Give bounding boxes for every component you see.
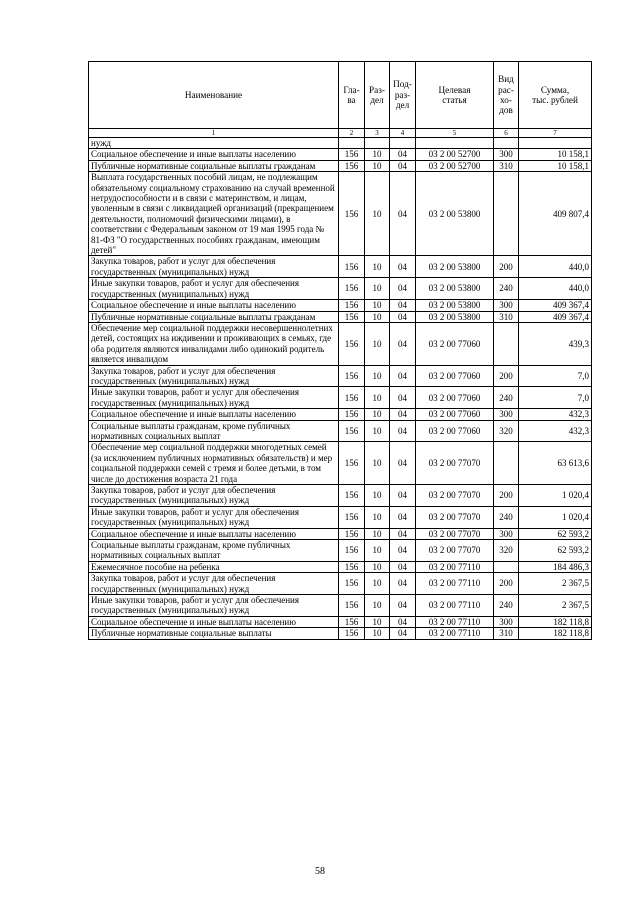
cell-glava: 156 bbox=[339, 442, 365, 485]
cell-vid bbox=[494, 322, 519, 365]
cell-name: Социальное обеспечение и иные выплаты населению bbox=[89, 149, 339, 160]
table-row bbox=[89, 420, 592, 442]
cell-summa: 7,0 bbox=[519, 387, 592, 409]
cell-razdel: 10 bbox=[365, 420, 390, 442]
cell-glava: 156 bbox=[339, 278, 365, 300]
cell-vid: 240 bbox=[494, 506, 519, 528]
cell-name: Иные закупки товаров, работ и услуг для обеспечения государственных (муниципальных) нужд bbox=[89, 595, 339, 617]
cell-podrazdel: 04 bbox=[390, 322, 416, 365]
cell-name: Социальное обеспечение и иные выплаты населению bbox=[89, 616, 339, 627]
cell-glava: 156 bbox=[339, 561, 365, 572]
cell-summa: 409 807,4 bbox=[519, 172, 592, 256]
cell-glava: 156 bbox=[339, 172, 365, 256]
column-number: 6 bbox=[494, 129, 519, 138]
cell-razdel: 10 bbox=[365, 311, 390, 322]
cell-razdel: 10 bbox=[365, 387, 390, 409]
cell-statya: 03 2 00 52700 bbox=[416, 160, 494, 171]
cell-vid: 320 bbox=[494, 420, 519, 442]
header-razdel: Раз- дел bbox=[365, 62, 390, 129]
cell-podrazdel: 04 bbox=[390, 172, 416, 256]
cell-summa: 409 367,4 bbox=[519, 300, 592, 311]
cell-statya: 03 2 00 77110 bbox=[416, 628, 494, 639]
table-row bbox=[89, 540, 592, 562]
cell-podrazdel: 04 bbox=[390, 628, 416, 639]
cell-summa: 182 118,8 bbox=[519, 616, 592, 627]
table-row bbox=[89, 322, 592, 365]
cell-razdel: 10 bbox=[365, 540, 390, 562]
cell-podrazdel: 04 bbox=[390, 506, 416, 528]
cell-razdel: 10 bbox=[365, 573, 390, 595]
table-row bbox=[89, 561, 592, 572]
cell-glava: 156 bbox=[339, 300, 365, 311]
header-name: Наименование bbox=[89, 62, 339, 129]
cell-statya: 03 2 00 77110 bbox=[416, 561, 494, 572]
cell-statya: 03 2 00 77070 bbox=[416, 506, 494, 528]
cell-razdel: 10 bbox=[365, 561, 390, 572]
cell-razdel: 10 bbox=[365, 256, 390, 278]
cell-glava: 156 bbox=[339, 628, 365, 639]
table-header-row bbox=[89, 62, 592, 129]
cell-name: Обеспечение мер социальной поддержки несовершеннолетних детей, состоящих на иждивении и проживающих в семьях, где оба родителя являются инвалидами либо одинокий родитель является инвалидом bbox=[89, 322, 339, 365]
cell-podrazdel: 04 bbox=[390, 616, 416, 627]
cell-vid bbox=[494, 561, 519, 572]
cell-razdel: 10 bbox=[365, 595, 390, 617]
cell-statya: 03 2 00 77070 bbox=[416, 485, 494, 507]
cell-vid: 200 bbox=[494, 256, 519, 278]
cell-glava: 156 bbox=[339, 616, 365, 627]
cell-name: Социальные выплаты гражданам, кроме публичных нормативных социальных выплат bbox=[89, 420, 339, 442]
column-number: 7 bbox=[519, 129, 592, 138]
cell-glava: 156 bbox=[339, 387, 365, 409]
cell-podrazdel: 04 bbox=[390, 420, 416, 442]
cell-glava: 156 bbox=[339, 160, 365, 171]
cell-razdel: 10 bbox=[365, 616, 390, 627]
table-row bbox=[89, 278, 592, 300]
cell-summa: 1 020,4 bbox=[519, 485, 592, 507]
cell-vid: 300 bbox=[494, 616, 519, 627]
cell-vid: 200 bbox=[494, 485, 519, 507]
cell-razdel: 10 bbox=[365, 365, 390, 387]
table-row bbox=[89, 149, 592, 160]
cell-statya: 03 2 00 53800 bbox=[416, 300, 494, 311]
cell-summa: 432,3 bbox=[519, 420, 592, 442]
cell-summa: 1 020,4 bbox=[519, 506, 592, 528]
cell-statya: 03 2 00 77070 bbox=[416, 540, 494, 562]
cell-podrazdel: 04 bbox=[390, 311, 416, 322]
table-row bbox=[89, 311, 592, 322]
cell-razdel: 10 bbox=[365, 322, 390, 365]
cell-summa: 2 367,5 bbox=[519, 595, 592, 617]
cell-statya: 03 2 00 77060 bbox=[416, 420, 494, 442]
cell-summa: 440,0 bbox=[519, 278, 592, 300]
cell-razdel: 10 bbox=[365, 300, 390, 311]
column-numbers-row bbox=[89, 129, 592, 138]
header-summa: Сумма, тыс. рублей bbox=[519, 62, 592, 129]
cell-podrazdel bbox=[390, 138, 416, 149]
cell-glava: 156 bbox=[339, 256, 365, 278]
cell-podrazdel: 04 bbox=[390, 160, 416, 171]
cell-vid: 320 bbox=[494, 540, 519, 562]
cell-vid: 200 bbox=[494, 365, 519, 387]
cell-summa: 10 158,1 bbox=[519, 160, 592, 171]
cell-vid: 240 bbox=[494, 595, 519, 617]
header-vid: Вид рас- хо- дов bbox=[494, 62, 519, 129]
cell-summa: 62 593,2 bbox=[519, 540, 592, 562]
cell-vid: 200 bbox=[494, 573, 519, 595]
table-row bbox=[89, 409, 592, 420]
cell-name: Иные закупки товаров, работ и услуг для обеспечения государственных (муниципальных) нужд bbox=[89, 387, 339, 409]
cell-razdel: 10 bbox=[365, 409, 390, 420]
cell-podrazdel: 04 bbox=[390, 256, 416, 278]
column-number: 3 bbox=[365, 129, 390, 138]
cell-vid bbox=[494, 138, 519, 149]
cell-name: Выплата государственных пособий лицам, не подлежащим обязательному социальному страхованию на случай временной нетрудоспособности и в связи с материнством, и лицам, уволенным в связи с ликвидацией организаций (прекращением деятельности, полномочий физическими лицами), в соответствии с Федеральным законом от 19 мая 1995 года № 81-ФЗ "О государственных пособиях гражданам, имеющим детей" bbox=[89, 172, 339, 256]
cell-vid: 300 bbox=[494, 409, 519, 420]
cell-razdel: 10 bbox=[365, 278, 390, 300]
cell-name: Социальное обеспечение и иные выплаты населению bbox=[89, 409, 339, 420]
cell-razdel bbox=[365, 138, 390, 149]
cell-statya: 03 2 00 52700 bbox=[416, 149, 494, 160]
cell-glava: 156 bbox=[339, 528, 365, 539]
cell-name: Социальное обеспечение и иные выплаты населению bbox=[89, 300, 339, 311]
cell-razdel: 10 bbox=[365, 506, 390, 528]
cell-summa bbox=[519, 138, 592, 149]
cell-glava: 156 bbox=[339, 573, 365, 595]
cell-glava: 156 bbox=[339, 485, 365, 507]
cell-statya: 03 2 00 77060 bbox=[416, 409, 494, 420]
cell-summa: 184 486,3 bbox=[519, 561, 592, 572]
header-glava: Гла- ва bbox=[339, 62, 365, 129]
cell-statya bbox=[416, 138, 494, 149]
table-row bbox=[89, 595, 592, 617]
cell-statya: 03 2 00 77060 bbox=[416, 387, 494, 409]
table-body bbox=[89, 138, 592, 640]
table-row bbox=[89, 365, 592, 387]
cell-razdel: 10 bbox=[365, 160, 390, 171]
table-row bbox=[89, 506, 592, 528]
cell-podrazdel: 04 bbox=[390, 573, 416, 595]
cell-name: Публичные нормативные социальные выплаты гражданам bbox=[89, 160, 339, 171]
cell-summa: 10 158,1 bbox=[519, 149, 592, 160]
table-row bbox=[89, 616, 592, 627]
cell-summa: 2 367,5 bbox=[519, 573, 592, 595]
header-statya: Целевая статья bbox=[416, 62, 494, 129]
cell-podrazdel: 04 bbox=[390, 595, 416, 617]
cell-statya: 03 2 00 53800 bbox=[416, 278, 494, 300]
cell-statya: 03 2 00 77060 bbox=[416, 322, 494, 365]
cell-glava: 156 bbox=[339, 311, 365, 322]
cell-name: Обеспечение мер социальной поддержки многодетных семей (за исключением публичных нормативных обязательств) и мер социальной поддержки семей с тремя и более детьми, в том числе до достижения возраста 21 года bbox=[89, 442, 339, 485]
cell-statya: 03 2 00 77110 bbox=[416, 595, 494, 617]
cell-vid: 300 bbox=[494, 300, 519, 311]
cell-name: Иные закупки товаров, работ и услуг для обеспечения государственных (муниципальных) нужд bbox=[89, 506, 339, 528]
cell-razdel: 10 bbox=[365, 628, 390, 639]
cell-name: нужд bbox=[89, 138, 339, 149]
cell-summa: 409 367,4 bbox=[519, 311, 592, 322]
cell-statya: 03 2 00 77070 bbox=[416, 528, 494, 539]
cell-vid: 240 bbox=[494, 387, 519, 409]
cell-statya: 03 2 00 77070 bbox=[416, 442, 494, 485]
cell-vid: 310 bbox=[494, 628, 519, 639]
table-row bbox=[89, 256, 592, 278]
budget-table bbox=[88, 61, 592, 640]
cell-summa: 7,0 bbox=[519, 365, 592, 387]
cell-statya: 03 2 00 77110 bbox=[416, 616, 494, 627]
table-row bbox=[89, 160, 592, 171]
cell-summa: 63 613,6 bbox=[519, 442, 592, 485]
column-number: 2 bbox=[339, 129, 365, 138]
table-row bbox=[89, 485, 592, 507]
table-row bbox=[89, 442, 592, 485]
cell-name: Социальное обеспечение и иные выплаты населению bbox=[89, 528, 339, 539]
cell-glava: 156 bbox=[339, 506, 365, 528]
table-row bbox=[89, 528, 592, 539]
cell-podrazdel: 04 bbox=[390, 149, 416, 160]
cell-glava: 156 bbox=[339, 420, 365, 442]
cell-statya: 03 2 00 53800 bbox=[416, 256, 494, 278]
cell-glava: 156 bbox=[339, 540, 365, 562]
cell-name: Закупка товаров, работ и услуг для обеспечения государственных (муниципальных) нужд bbox=[89, 256, 339, 278]
cell-statya: 03 2 00 53800 bbox=[416, 172, 494, 256]
cell-glava: 156 bbox=[339, 322, 365, 365]
cell-name: Закупка товаров, работ и услуг для обеспечения государственных (муниципальных) нужд bbox=[89, 485, 339, 507]
table-row bbox=[89, 628, 592, 639]
cell-vid: 310 bbox=[494, 160, 519, 171]
cell-razdel: 10 bbox=[365, 172, 390, 256]
cell-name: Публичные нормативные социальные выплаты bbox=[89, 628, 339, 639]
table-row bbox=[89, 172, 592, 256]
cell-podrazdel: 04 bbox=[390, 561, 416, 572]
cell-podrazdel: 04 bbox=[390, 409, 416, 420]
cell-razdel: 10 bbox=[365, 528, 390, 539]
cell-vid: 240 bbox=[494, 278, 519, 300]
cell-podrazdel: 04 bbox=[390, 387, 416, 409]
cell-statya: 03 2 00 77060 bbox=[416, 365, 494, 387]
cell-name: Публичные нормативные социальные выплаты гражданам bbox=[89, 311, 339, 322]
column-number: 5 bbox=[416, 129, 494, 138]
cell-podrazdel: 04 bbox=[390, 540, 416, 562]
cell-glava bbox=[339, 138, 365, 149]
cell-vid: 300 bbox=[494, 528, 519, 539]
cell-glava: 156 bbox=[339, 365, 365, 387]
cell-glava: 156 bbox=[339, 595, 365, 617]
cell-name: Иные закупки товаров, работ и услуг для обеспечения государственных (муниципальных) нужд bbox=[89, 278, 339, 300]
cell-razdel: 10 bbox=[365, 149, 390, 160]
cell-name: Ежемесячное пособие на ребенка bbox=[89, 561, 339, 572]
column-number: 1 bbox=[89, 129, 339, 138]
cell-summa: 439,3 bbox=[519, 322, 592, 365]
page-number: 58 bbox=[315, 866, 325, 877]
cell-vid: 300 bbox=[494, 149, 519, 160]
cell-razdel: 10 bbox=[365, 485, 390, 507]
table-row bbox=[89, 300, 592, 311]
cell-summa: 182 118,8 bbox=[519, 628, 592, 639]
cell-summa: 440,0 bbox=[519, 256, 592, 278]
cell-podrazdel: 04 bbox=[390, 300, 416, 311]
cell-podrazdel: 04 bbox=[390, 278, 416, 300]
cell-name: Закупка товаров, работ и услуг для обеспечения государственных (муниципальных) нужд bbox=[89, 365, 339, 387]
cell-statya: 03 2 00 53800 bbox=[416, 311, 494, 322]
table-row bbox=[89, 387, 592, 409]
cell-podrazdel: 04 bbox=[390, 442, 416, 485]
table-row bbox=[89, 573, 592, 595]
column-number: 4 bbox=[390, 129, 416, 138]
cell-vid: 310 bbox=[494, 311, 519, 322]
cell-name: Закупка товаров, работ и услуг для обеспечения государственных (муниципальных) нужд bbox=[89, 573, 339, 595]
table-row bbox=[89, 138, 592, 149]
cell-podrazdel: 04 bbox=[390, 528, 416, 539]
cell-razdel: 10 bbox=[365, 442, 390, 485]
cell-summa: 432,3 bbox=[519, 409, 592, 420]
cell-vid bbox=[494, 172, 519, 256]
cell-podrazdel: 04 bbox=[390, 365, 416, 387]
cell-summa: 62 593,2 bbox=[519, 528, 592, 539]
cell-statya: 03 2 00 77110 bbox=[416, 573, 494, 595]
cell-glava: 156 bbox=[339, 409, 365, 420]
cell-vid bbox=[494, 442, 519, 485]
cell-glava: 156 bbox=[339, 149, 365, 160]
cell-podrazdel: 04 bbox=[390, 485, 416, 507]
cell-name: Социальные выплаты гражданам, кроме публичных нормативных социальных выплат bbox=[89, 540, 339, 562]
header-podrazdel: Под- раз- дел bbox=[390, 62, 416, 129]
